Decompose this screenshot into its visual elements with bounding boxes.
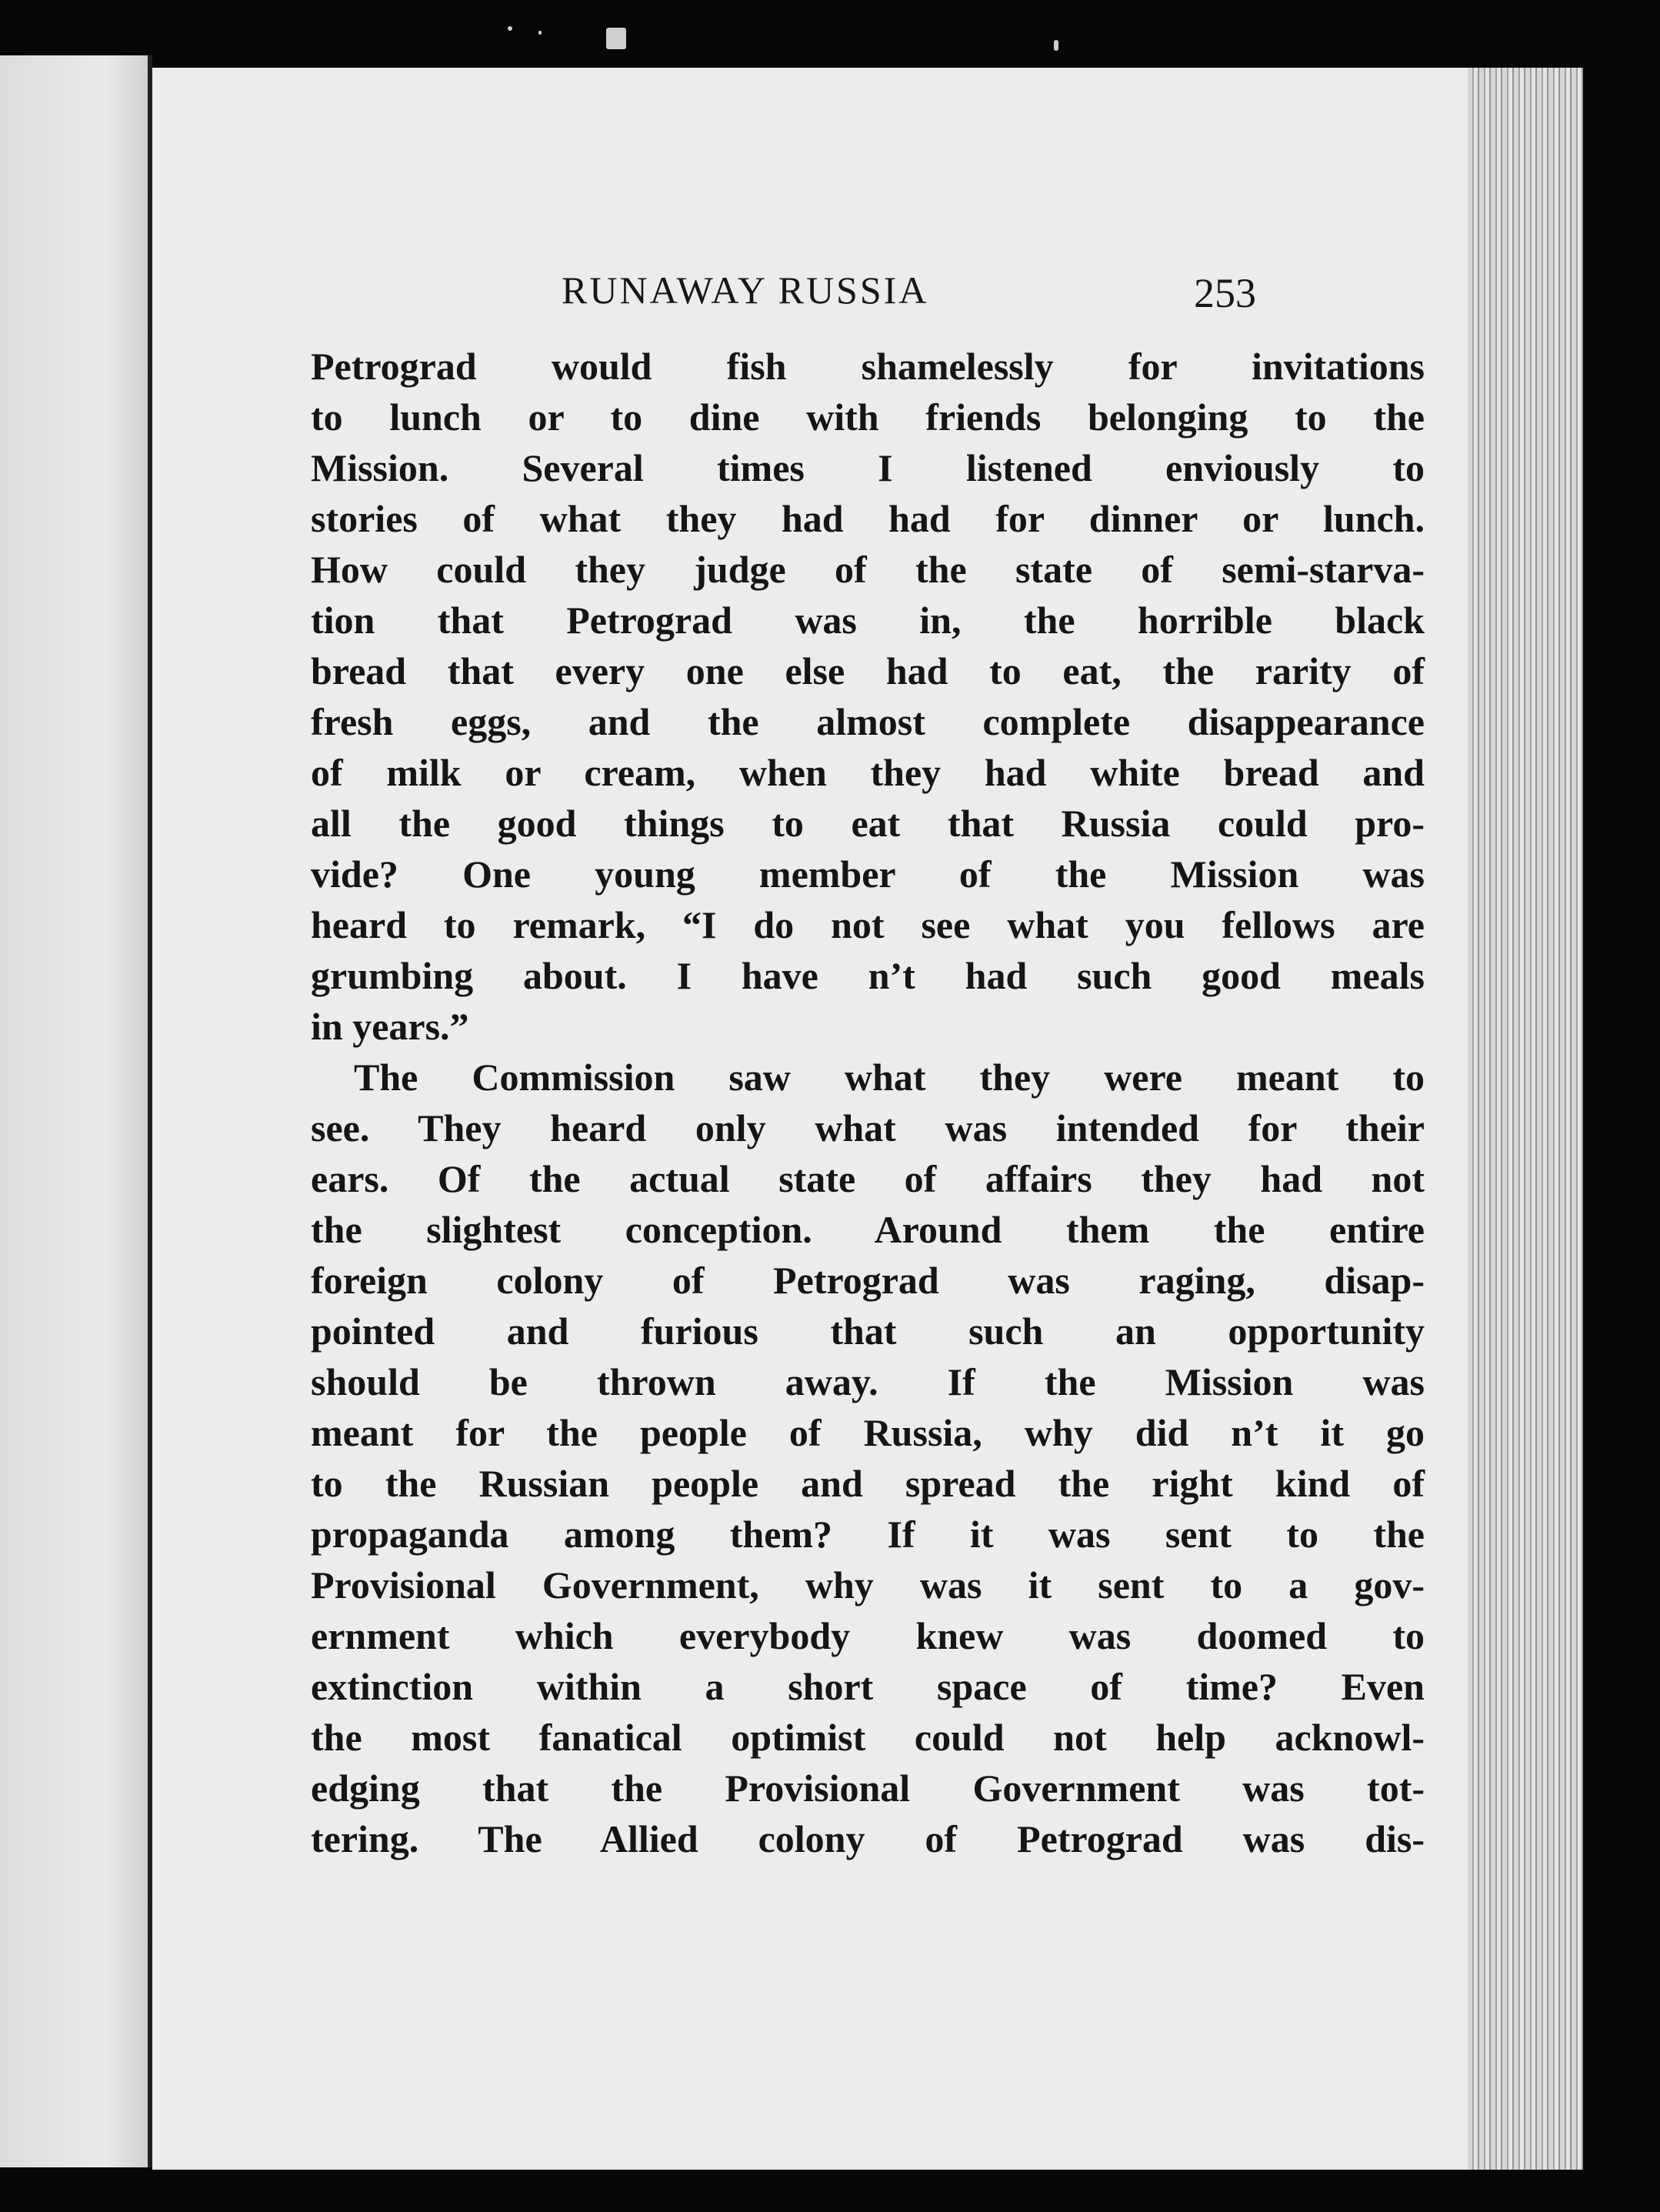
text-line: the slightest conception. Around them the entire: [311, 1208, 1425, 1251]
text-line: The Commission saw what they were meant to: [354, 1056, 1425, 1099]
text-line: should be thrown away. If the Mission was: [311, 1360, 1425, 1403]
text-line: tering. The Allied colony of Petrograd was dis-: [311, 1817, 1425, 1860]
text-line: the most fanatical optimist could not help acknowl-: [311, 1716, 1425, 1759]
running-head: [152, 268, 1460, 337]
text-line: meant for the people of Russia, why did n’t it go: [311, 1411, 1425, 1454]
text-line: edging that the Provisional Government was tot-: [311, 1767, 1425, 1810]
text-line: extinction within a short space of time? Even: [311, 1665, 1425, 1708]
text-line: bread that every one else had to eat, the rarity of: [311, 649, 1425, 692]
text-line: vide? One young member of the Mission was: [311, 852, 1425, 896]
text-line: ears. Of the actual state of affairs they had not: [311, 1157, 1425, 1200]
text-line: tion that Petrograd was in, the horrible black: [311, 599, 1425, 642]
text-line: How could they judge of the state of semi-starva-: [311, 548, 1425, 591]
text-line: grumbing about. I have n’t had such good meals: [311, 954, 1425, 997]
text-line: Petrograd would fish shamelessly for invitations: [311, 345, 1425, 388]
page-number: 253: [1194, 270, 1256, 316]
body-text: [311, 341, 1425, 1864]
text-line: of milk or cream, when they had white bread and: [311, 751, 1425, 794]
book-page: [152, 68, 1583, 2170]
page-stack-edge: [1468, 68, 1583, 2170]
facing-page-edge: [0, 55, 151, 2167]
text-line: see. They heard only what was intended for their: [311, 1106, 1425, 1149]
scan-artifact: [600, 23, 646, 54]
text-line: ernment which everybody knew was doomed to: [311, 1614, 1425, 1657]
text-line: in years.”: [311, 1005, 469, 1048]
running-title: RUNAWAY RUSSIA: [562, 269, 929, 312]
text-line: all the good things to eat that Russia could pro-: [311, 802, 1425, 845]
text-line: propaganda among them? If it was sent to the: [311, 1513, 1425, 1556]
text-line: to the Russian people and spread the right kind of: [311, 1462, 1425, 1505]
text-line: to lunch or to dine with friends belonging to the: [311, 395, 1425, 439]
text-line: stories of what they had had for dinner or lunch.: [311, 497, 1425, 540]
text-line: Mission. Several times I listened enviously to: [311, 446, 1425, 489]
text-line: Provisional Government, why was it sent to a gov-: [311, 1563, 1425, 1606]
text-line: heard to remark, “I do not see what you fellows are: [311, 903, 1425, 946]
text-line: foreign colony of Petrograd was raging, disap-: [311, 1259, 1425, 1302]
text-line: pointed and furious that such an opportunity: [311, 1310, 1425, 1353]
text-line: fresh eggs, and the almost complete disappearance: [311, 700, 1425, 743]
